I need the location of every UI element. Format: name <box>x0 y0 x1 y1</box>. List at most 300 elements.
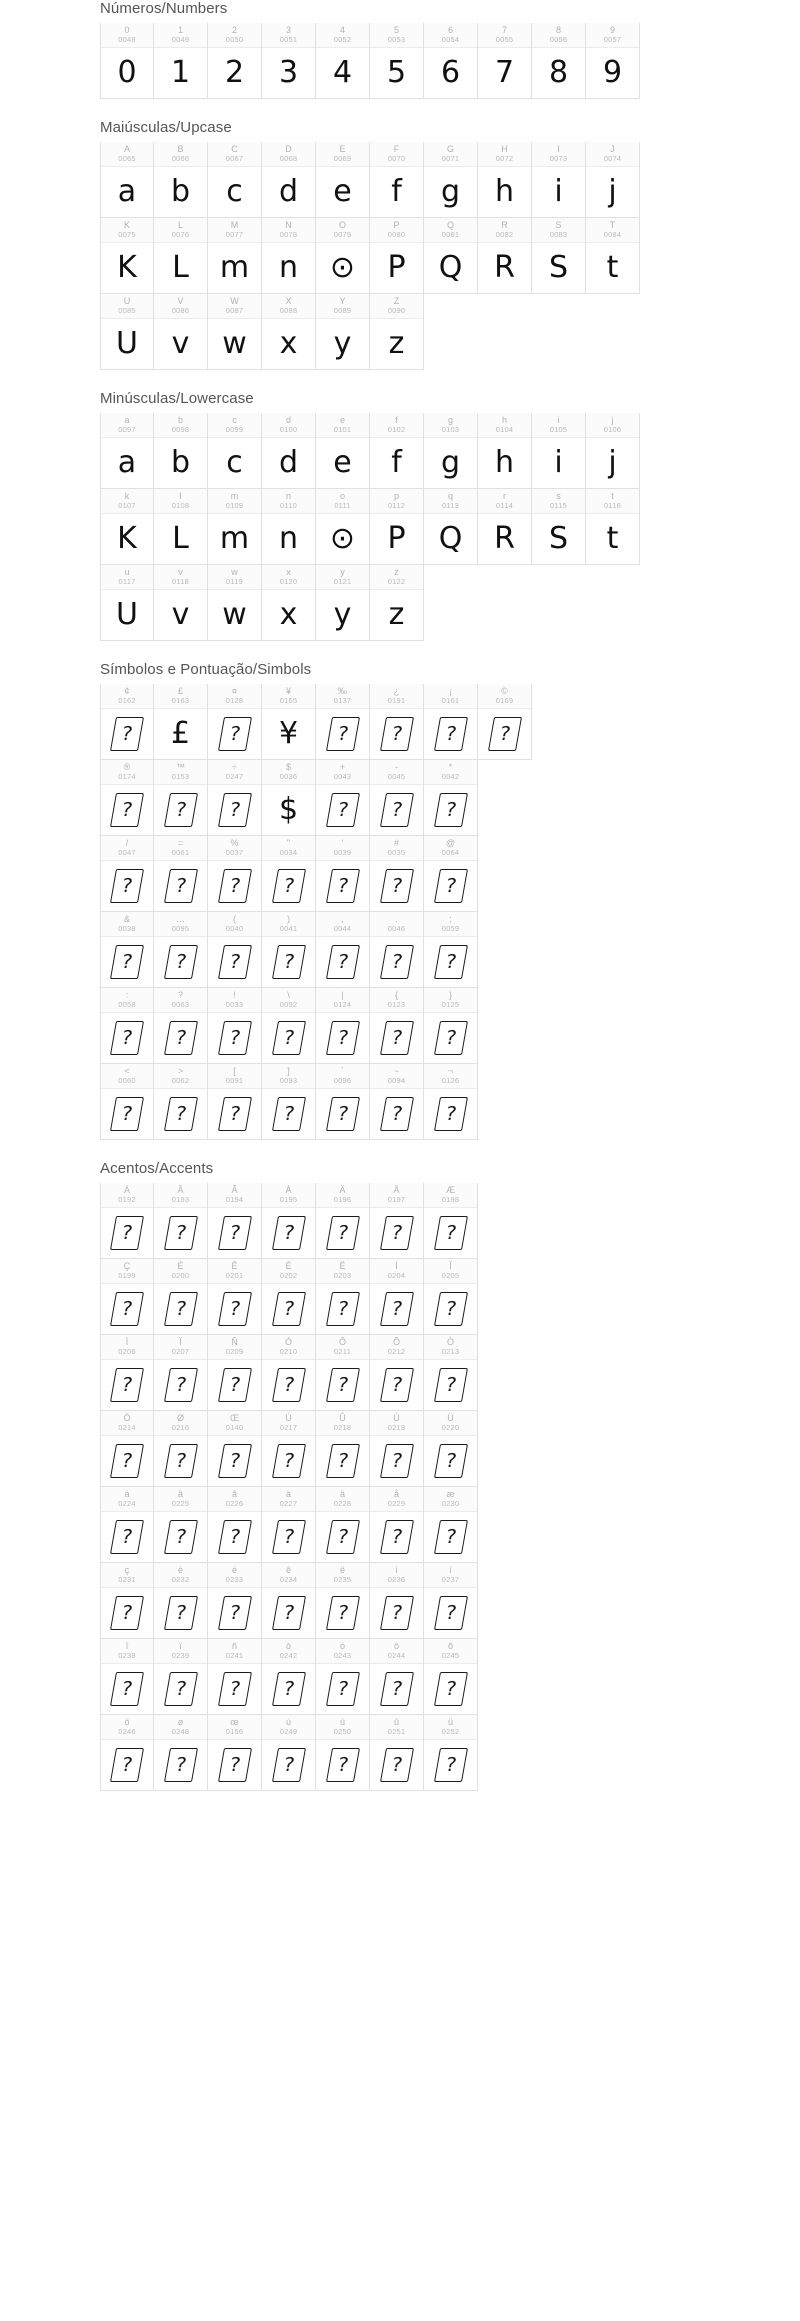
glyph-render: w <box>222 597 247 632</box>
glyph-code-label: 0081 <box>441 229 460 239</box>
glyph-cell[interactable] <box>208 413 262 489</box>
glyph-cell[interactable] <box>262 142 316 218</box>
glyph-cell[interactable] <box>586 489 640 565</box>
glyph-cell[interactable] <box>100 1639 154 1715</box>
glyph-cell[interactable] <box>100 988 154 1064</box>
glyph-cell[interactable] <box>532 23 586 99</box>
glyph-preview <box>262 167 315 217</box>
glyph-cell[interactable] <box>316 1411 370 1487</box>
glyph-cell[interactable] <box>316 912 370 988</box>
glyph-code-label: 0092 <box>279 999 298 1009</box>
glyph-char-label: Æ <box>446 1185 455 1196</box>
glyph-char-label: ó <box>339 1641 345 1652</box>
glyph-code-label: 0072 <box>495 153 514 163</box>
glyph-header <box>316 142 369 167</box>
glyph-cell[interactable] <box>370 1411 424 1487</box>
missing-glyph-question-mark: ? <box>227 1450 242 1472</box>
glyph-cell[interactable] <box>208 489 262 565</box>
glyph-preview <box>586 48 639 98</box>
glyph-cell[interactable] <box>208 1259 262 1335</box>
glyph-cell[interactable] <box>370 760 424 836</box>
missing-glyph-icon <box>329 945 357 979</box>
glyph-header <box>208 836 261 861</box>
glyph-cell[interactable] <box>208 1335 262 1411</box>
glyph-char-label: á <box>124 1489 130 1500</box>
glyph-cell[interactable] <box>154 1715 208 1791</box>
glyph-cell[interactable] <box>154 294 208 370</box>
glyph-cell[interactable] <box>100 489 154 565</box>
glyph-cell[interactable] <box>100 294 154 370</box>
glyph-cell[interactable] <box>424 1563 478 1639</box>
missing-glyph-question-mark: ? <box>173 1754 188 1776</box>
glyph-cell[interactable] <box>370 23 424 99</box>
missing-glyph-question-mark: ? <box>173 1298 188 1320</box>
missing-glyph-question-mark: ? <box>281 1222 296 1244</box>
glyph-render: h <box>494 174 514 209</box>
glyph-cell[interactable] <box>532 413 586 489</box>
missing-glyph-question-mark: ? <box>335 1526 350 1548</box>
glyph-char-label: t <box>611 491 614 502</box>
glyph-char-label: í <box>449 1565 452 1576</box>
glyph-cell[interactable] <box>208 565 262 641</box>
glyph-cell[interactable] <box>100 1259 154 1335</box>
glyph-header <box>262 489 315 514</box>
glyph-cell[interactable] <box>100 565 154 641</box>
glyph-cell[interactable] <box>262 1335 316 1411</box>
glyph-cell[interactable] <box>262 218 316 294</box>
glyph-cell[interactable] <box>100 23 154 99</box>
glyph-char-label: ( <box>233 914 236 925</box>
glyph-cell[interactable] <box>586 413 640 489</box>
glyph-char-label: Ï <box>179 1337 182 1348</box>
glyph-code-label: 0196 <box>333 1194 352 1204</box>
glyph-cell[interactable] <box>316 1064 370 1140</box>
glyph-cell[interactable] <box>316 1335 370 1411</box>
glyph-cell[interactable] <box>370 1259 424 1335</box>
glyph-char-label: Ò <box>446 1337 454 1348</box>
glyph-cell[interactable] <box>262 1487 316 1563</box>
glyph-header <box>316 413 369 438</box>
glyph-cell[interactable] <box>316 1563 370 1639</box>
glyph-cell[interactable] <box>100 1183 154 1259</box>
glyph-render: h <box>494 445 514 480</box>
section-symbols <box>0 661 800 1140</box>
glyph-char-label: ò <box>285 1641 291 1652</box>
glyph-cell[interactable] <box>586 142 640 218</box>
glyph-cell[interactable] <box>424 1487 478 1563</box>
missing-glyph-icon <box>113 1444 141 1478</box>
glyph-cell[interactable] <box>370 988 424 1064</box>
glyph-cell[interactable] <box>424 988 478 1064</box>
glyph-code-label: 0066 <box>171 153 190 163</box>
glyph-cell[interactable] <box>262 1259 316 1335</box>
glyph-char-label: £ <box>177 686 183 697</box>
missing-glyph-question-mark: ? <box>443 1450 458 1472</box>
glyph-header <box>370 1335 423 1360</box>
glyph-cell[interactable] <box>370 565 424 641</box>
glyph-cell[interactable] <box>424 912 478 988</box>
glyph-preview <box>262 1740 315 1790</box>
glyph-cell[interactable] <box>316 1183 370 1259</box>
glyph-code-label: 0075 <box>118 229 136 239</box>
glyph-cell[interactable] <box>154 413 208 489</box>
glyph-cell[interactable] <box>208 912 262 988</box>
glyph-cell[interactable] <box>316 988 370 1064</box>
glyph-preview <box>370 1089 423 1139</box>
glyph-cell[interactable] <box>316 684 370 760</box>
glyph-cell[interactable] <box>478 489 532 565</box>
glyph-cell[interactable] <box>262 1064 316 1140</box>
glyph-header <box>424 836 477 861</box>
glyph-cell[interactable] <box>100 413 154 489</box>
missing-glyph-question-mark: ? <box>389 1602 404 1624</box>
glyph-cell[interactable] <box>100 1335 154 1411</box>
glyph-cell[interactable] <box>370 1335 424 1411</box>
glyph-char-label: h <box>501 415 507 426</box>
glyph-code-label: 0199 <box>118 1270 136 1280</box>
glyph-cell[interactable] <box>478 413 532 489</box>
glyph-cell[interactable] <box>208 988 262 1064</box>
glyph-cell[interactable] <box>262 1411 316 1487</box>
glyph-cell[interactable] <box>370 1064 424 1140</box>
missing-glyph-question-mark: ? <box>227 1027 242 1049</box>
glyph-preview <box>262 1512 315 1562</box>
glyph-cell[interactable] <box>208 836 262 912</box>
glyph-cell[interactable] <box>154 218 208 294</box>
glyph-cell[interactable] <box>586 218 640 294</box>
glyph-char-label: f <box>395 415 398 426</box>
glyph-cell[interactable] <box>208 1639 262 1715</box>
glyph-cell[interactable] <box>100 836 154 912</box>
glyph-cell[interactable] <box>100 1715 154 1791</box>
glyph-cell[interactable] <box>208 1183 262 1259</box>
glyph-cell[interactable] <box>424 1183 478 1259</box>
missing-glyph-icon <box>437 869 465 903</box>
glyph-char-label: [ <box>233 1066 236 1077</box>
glyph-cell[interactable] <box>208 1064 262 1140</box>
glyph-cell[interactable] <box>370 836 424 912</box>
glyph-cell[interactable] <box>424 23 478 99</box>
glyph-header <box>370 1183 423 1208</box>
glyph-cell[interactable] <box>370 218 424 294</box>
glyph-cell[interactable] <box>154 912 208 988</box>
glyph-header <box>208 1335 261 1360</box>
glyph-render: L <box>172 250 189 285</box>
glyph-preview <box>208 514 261 564</box>
glyph-header <box>154 836 207 861</box>
glyph-cell[interactable] <box>478 142 532 218</box>
glyph-cell[interactable] <box>262 1639 316 1715</box>
glyph-cell[interactable] <box>154 565 208 641</box>
missing-glyph-icon <box>275 1216 303 1250</box>
glyph-cell[interactable] <box>100 760 154 836</box>
glyph-cell[interactable] <box>586 23 640 99</box>
glyph-char-label: Ü <box>447 1413 454 1424</box>
glyph-cell[interactable] <box>370 294 424 370</box>
glyph-cell[interactable] <box>208 294 262 370</box>
glyph-cell[interactable] <box>208 684 262 760</box>
glyph-render: P <box>387 250 406 285</box>
glyph-cell[interactable] <box>154 142 208 218</box>
glyph-header <box>262 912 315 937</box>
glyph-cell[interactable] <box>154 1411 208 1487</box>
glyph-header <box>370 218 423 243</box>
glyph-cell[interactable] <box>370 142 424 218</box>
glyph-char-label: à <box>285 1489 291 1500</box>
glyph-header <box>478 142 531 167</box>
glyph-char-label: ì <box>395 1565 398 1576</box>
glyph-cell[interactable] <box>100 1487 154 1563</box>
glyph-cell[interactable] <box>316 1639 370 1715</box>
glyph-cell[interactable] <box>154 684 208 760</box>
glyph-cell[interactable] <box>154 1183 208 1259</box>
glyph-cell[interactable] <box>100 1563 154 1639</box>
glyph-cell[interactable] <box>370 1715 424 1791</box>
glyph-cell[interactable] <box>208 142 262 218</box>
glyph-cell[interactable] <box>424 1064 478 1140</box>
missing-glyph-icon <box>329 1368 357 1402</box>
glyph-cell[interactable] <box>478 23 532 99</box>
glyph-header <box>316 684 369 709</box>
glyph-char-label: e <box>339 415 345 426</box>
glyph-header <box>370 1563 423 1588</box>
missing-glyph-icon <box>221 1097 249 1131</box>
glyph-cell[interactable] <box>316 1259 370 1335</box>
glyph-cell[interactable] <box>100 684 154 760</box>
glyph-render: 1 <box>170 55 191 90</box>
glyph-code-label: 0214 <box>118 1422 136 1432</box>
glyph-cell[interactable] <box>424 489 478 565</box>
glyph-char-label: 2 <box>231 25 237 36</box>
glyph-cell[interactable] <box>316 294 370 370</box>
glyph-header <box>208 1487 261 1512</box>
glyph-char-label: r <box>503 491 506 502</box>
missing-glyph-question-mark: ? <box>281 1754 296 1776</box>
glyph-cell[interactable] <box>262 23 316 99</box>
glyph-cell[interactable] <box>424 836 478 912</box>
glyph-cell[interactable] <box>424 1639 478 1715</box>
glyph-cell[interactable] <box>154 1259 208 1335</box>
missing-glyph-icon <box>383 1672 411 1706</box>
glyph-header <box>532 413 585 438</box>
glyph-cell[interactable] <box>154 1563 208 1639</box>
glyph-preview <box>424 1740 477 1790</box>
glyph-cell[interactable] <box>154 1639 208 1715</box>
glyph-cell[interactable] <box>532 218 586 294</box>
glyph-header <box>154 565 207 590</box>
glyph-code-label: 0205 <box>441 1270 460 1280</box>
glyph-code-label: 0094 <box>387 1075 406 1085</box>
glyph-render: L <box>172 521 189 556</box>
glyph-cell[interactable] <box>154 1064 208 1140</box>
glyph-preview <box>532 243 585 293</box>
missing-glyph-question-mark: ? <box>173 799 188 821</box>
glyph-cell[interactable] <box>424 760 478 836</box>
glyph-preview <box>370 709 423 759</box>
glyph-preview <box>262 861 315 911</box>
glyph-cell[interactable] <box>424 1715 478 1791</box>
glyph-grid <box>100 1183 650 1791</box>
glyph-preview <box>424 1208 477 1258</box>
glyph-cell[interactable] <box>208 1487 262 1563</box>
glyph-header <box>424 1487 477 1512</box>
glyph-cell[interactable] <box>424 218 478 294</box>
glyph-cell[interactable] <box>316 760 370 836</box>
glyph-cell[interactable] <box>424 1411 478 1487</box>
glyph-cell[interactable] <box>316 565 370 641</box>
glyph-header <box>586 23 639 48</box>
glyph-header <box>101 1487 153 1512</box>
glyph-code-label: 0088 <box>279 305 298 315</box>
missing-glyph-icon <box>383 793 411 827</box>
glyph-code-label: 0044 <box>333 923 352 933</box>
missing-glyph-question-mark: ? <box>281 951 296 973</box>
glyph-code-label: 0218 <box>333 1422 352 1432</box>
glyph-char-label: æ <box>446 1489 455 1500</box>
glyph-cell[interactable] <box>208 760 262 836</box>
glyph-cell[interactable] <box>262 760 316 836</box>
glyph-preview <box>262 1664 315 1714</box>
glyph-header <box>101 142 153 167</box>
missing-glyph-icon <box>221 717 249 751</box>
missing-glyph-question-mark: ? <box>281 1450 296 1472</box>
glyph-cell[interactable] <box>154 1335 208 1411</box>
missing-glyph-icon <box>167 1444 195 1478</box>
glyph-char-label: n <box>285 491 291 502</box>
glyph-preview <box>208 1664 261 1714</box>
glyph-cell[interactable] <box>424 413 478 489</box>
glyph-cell[interactable] <box>316 23 370 99</box>
section-title: Símbolos e Pontuação/Simbols <box>100 661 312 678</box>
glyph-cell[interactable] <box>154 23 208 99</box>
glyph-cell[interactable] <box>478 684 532 760</box>
glyph-preview <box>154 1740 207 1790</box>
glyph-char-label: ! <box>233 990 236 1001</box>
glyph-cell[interactable] <box>370 1563 424 1639</box>
glyph-header <box>478 489 531 514</box>
glyph-code-label: 0248 <box>171 1726 190 1736</box>
glyph-grid <box>100 23 650 99</box>
glyph-cell[interactable] <box>100 218 154 294</box>
glyph-preview <box>424 937 477 987</box>
glyph-preview <box>316 709 369 759</box>
glyph-cell[interactable] <box>262 836 316 912</box>
glyph-cell[interactable] <box>532 142 586 218</box>
glyph-cell[interactable] <box>100 142 154 218</box>
glyph-cell[interactable] <box>262 413 316 489</box>
glyph-cell[interactable] <box>370 489 424 565</box>
section-numbers <box>0 0 800 99</box>
glyph-char-label: % <box>230 838 239 849</box>
glyph-cell[interactable] <box>208 1411 262 1487</box>
glyph-cell[interactable] <box>262 684 316 760</box>
glyph-cell[interactable] <box>424 142 478 218</box>
glyph-cell[interactable] <box>370 1487 424 1563</box>
glyph-cell[interactable] <box>154 760 208 836</box>
glyph-code-label: 0161 <box>441 695 460 705</box>
glyph-char-label: & <box>123 914 130 925</box>
glyph-cell[interactable] <box>370 912 424 988</box>
glyph-char-label: ¢ <box>124 686 130 697</box>
glyph-char-label: â <box>177 1489 183 1500</box>
glyph-cell[interactable] <box>100 912 154 988</box>
glyph-code-label: 0124 <box>333 999 352 1009</box>
missing-glyph-icon <box>329 1097 357 1131</box>
missing-glyph-question-mark: ? <box>335 1027 350 1049</box>
glyph-cell[interactable] <box>154 489 208 565</box>
glyph-cell[interactable] <box>370 1183 424 1259</box>
glyph-render: 8 <box>548 55 569 90</box>
glyph-cell[interactable] <box>208 23 262 99</box>
glyph-cell[interactable] <box>154 988 208 1064</box>
glyph-code-label: 0115 <box>550 500 567 510</box>
glyph-cell[interactable] <box>262 565 316 641</box>
glyph-cell[interactable] <box>424 1335 478 1411</box>
glyph-cell[interactable] <box>208 1715 262 1791</box>
glyph-cell[interactable] <box>532 489 586 565</box>
glyph-render: Q <box>438 250 463 285</box>
glyph-char-label: 5 <box>393 25 399 36</box>
glyph-cell[interactable] <box>316 489 370 565</box>
glyph-cell[interactable] <box>262 912 316 988</box>
glyph-preview <box>316 48 369 98</box>
glyph-cell[interactable] <box>100 1064 154 1140</box>
glyph-cell[interactable] <box>424 684 478 760</box>
glyph-cell[interactable] <box>262 1715 316 1791</box>
glyph-cell[interactable] <box>370 684 424 760</box>
missing-glyph-question-mark: ? <box>173 1678 188 1700</box>
glyph-preview <box>154 1360 207 1410</box>
glyph-code-label: 0071 <box>441 153 460 163</box>
glyph-cell[interactable] <box>262 294 316 370</box>
glyph-cell[interactable] <box>154 836 208 912</box>
glyph-cell[interactable] <box>316 1715 370 1791</box>
glyph-cell[interactable] <box>262 1183 316 1259</box>
glyph-code-label: 0040 <box>225 923 244 933</box>
glyph-char-label: b <box>177 415 183 426</box>
missing-glyph-question-mark: ? <box>173 1027 188 1049</box>
glyph-cell[interactable] <box>316 413 370 489</box>
glyph-header <box>262 1563 315 1588</box>
glyph-code-label: 0128 <box>225 695 244 705</box>
glyph-preview <box>262 1208 315 1258</box>
glyph-cell[interactable] <box>370 1639 424 1715</box>
glyph-char-label: j <box>611 415 614 426</box>
missing-glyph-question-mark: ? <box>281 1027 296 1049</box>
glyph-preview <box>424 1284 477 1334</box>
glyph-cell[interactable] <box>262 489 316 565</box>
glyph-code-label: 0055 <box>495 34 514 44</box>
glyph-cell[interactable] <box>262 1563 316 1639</box>
glyph-cell[interactable] <box>208 218 262 294</box>
glyph-header <box>101 836 153 861</box>
glyph-code-label: 0076 <box>171 229 190 239</box>
glyph-cell[interactable] <box>154 1487 208 1563</box>
glyph-header <box>208 565 261 590</box>
glyph-cell[interactable] <box>316 836 370 912</box>
glyph-render: 5 <box>386 55 407 90</box>
glyph-cell[interactable] <box>424 1259 478 1335</box>
glyph-cell[interactable] <box>478 218 532 294</box>
glyph-cell[interactable] <box>316 142 370 218</box>
glyph-cell[interactable] <box>208 1563 262 1639</box>
glyph-cell[interactable] <box>370 413 424 489</box>
glyph-header <box>262 1487 315 1512</box>
glyph-cell[interactable] <box>316 218 370 294</box>
glyph-cell[interactable] <box>316 1487 370 1563</box>
glyph-cell[interactable] <box>100 1411 154 1487</box>
glyph-cell[interactable] <box>262 988 316 1064</box>
